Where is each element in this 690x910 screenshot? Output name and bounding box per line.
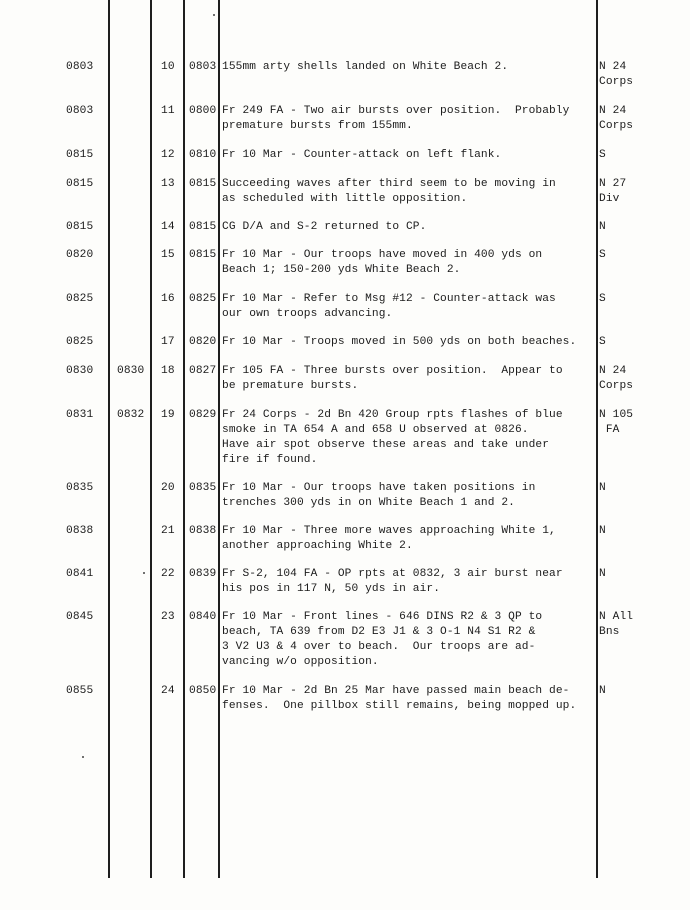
time-sent-cell: 0827 [189, 365, 217, 377]
message-text-line: another approaching White 2. [222, 540, 413, 552]
column-rule-3 [183, 0, 185, 878]
message-text-line: Fr 10 Mar - Three more waves approaching White 1, [222, 525, 556, 537]
time-in-cell: 0830 [66, 365, 94, 377]
time-in-cell: 0803 [66, 61, 94, 73]
message-number-cell: 19 [161, 409, 175, 421]
time-out-cell: 0830 [117, 365, 145, 377]
remarks-cell: Div [599, 193, 620, 205]
message-number-cell: 14 [161, 221, 175, 233]
time-sent-cell: 0815 [189, 178, 217, 190]
scan-speck [213, 14, 215, 16]
message-text-line: Succeeding waves after third seem to be moving in [222, 178, 556, 190]
time-sent-cell: 0839 [189, 568, 217, 580]
time-sent-cell: 0800 [189, 105, 217, 117]
time-in-cell: 0815 [66, 178, 94, 190]
message-text-line: fire if found. [222, 454, 318, 466]
remarks-cell: N 24 [599, 365, 627, 377]
remarks-cell: Bns [599, 626, 620, 638]
remarks-cell: FA [599, 424, 620, 436]
time-in-cell: 0855 [66, 685, 94, 697]
time-in-cell: 0841 [66, 568, 94, 580]
message-text-line: as scheduled with little opposition. [222, 193, 468, 205]
message-number-cell: 13 [161, 178, 175, 190]
remarks-cell: N [599, 221, 606, 233]
message-number-cell: 22 [161, 568, 175, 580]
message-text-line: Fr S-2, 104 FA - OP rpts at 0832, 3 air burst near [222, 568, 563, 580]
message-number-cell: 15 [161, 249, 175, 261]
remarks-cell: N 27 [599, 178, 627, 190]
remarks-cell: N 105 [599, 409, 634, 421]
scan-speck [143, 572, 145, 574]
time-sent-cell: 0829 [189, 409, 217, 421]
remarks-cell: N 24 [599, 105, 627, 117]
message-number-cell: 24 [161, 685, 175, 697]
time-in-cell: 0845 [66, 611, 94, 623]
time-in-cell: 0825 [66, 293, 94, 305]
time-sent-cell: 0815 [189, 249, 217, 261]
message-text-line: Fr 10 Mar - Our troops have moved in 400 yds on [222, 249, 543, 261]
time-in-cell: 0815 [66, 149, 94, 161]
column-rule-2 [150, 0, 152, 878]
time-in-cell: 0803 [66, 105, 94, 117]
remarks-cell: N [599, 568, 606, 580]
message-text-line: 3 V2 U3 & 4 over to beach. Our troops are ad- [222, 641, 536, 653]
message-text-line: premature bursts from 155mm. [222, 120, 413, 132]
message-text-line: Fr 10 Mar - Our troops have taken positions in [222, 482, 536, 494]
remarks-cell: S [599, 249, 606, 261]
message-text-line: CG D/A and S-2 returned to CP. [222, 221, 427, 233]
message-text-line: Fr 10 Mar - Refer to Msg #12 - Counter-attack was [222, 293, 556, 305]
message-number-cell: 18 [161, 365, 175, 377]
remarks-cell: Corps [599, 76, 634, 88]
time-sent-cell: 0815 [189, 221, 217, 233]
remarks-cell: N [599, 685, 606, 697]
message-number-cell: 20 [161, 482, 175, 494]
message-number-cell: 21 [161, 525, 175, 537]
message-text-line: fenses. One pillbox still remains, being mopped up. [222, 700, 577, 712]
time-in-cell: 0815 [66, 221, 94, 233]
remarks-cell: N [599, 482, 606, 494]
column-rule-5 [596, 0, 598, 878]
message-text-line: Have air spot observe these areas and take under [222, 439, 550, 451]
remarks-cell: S [599, 149, 606, 161]
time-in-cell: 0825 [66, 336, 94, 348]
time-in-cell: 0831 [66, 409, 94, 421]
message-number-cell: 16 [161, 293, 175, 305]
time-sent-cell: 0820 [189, 336, 217, 348]
remarks-cell: S [599, 336, 606, 348]
message-text-line: Fr 10 Mar - 2d Bn 25 Mar have passed main beach de- [222, 685, 570, 697]
message-text-line: our own troops advancing. [222, 308, 393, 320]
time-in-cell: 0820 [66, 249, 94, 261]
message-text-line: Fr 10 Mar - Counter-attack on left flank. [222, 149, 502, 161]
time-sent-cell: 0840 [189, 611, 217, 623]
message-text-line: 155mm arty shells landed on White Beach 2. [222, 61, 509, 73]
message-number-cell: 12 [161, 149, 175, 161]
time-sent-cell: 0838 [189, 525, 217, 537]
message-text-line: his pos in 117 N, 50 yds in air. [222, 583, 441, 595]
time-sent-cell: 0825 [189, 293, 217, 305]
remarks-cell: Corps [599, 120, 634, 132]
time-sent-cell: 0835 [189, 482, 217, 494]
remarks-cell: N 24 [599, 61, 627, 73]
time-sent-cell: 0803 [189, 61, 217, 73]
column-rule-1 [108, 0, 110, 878]
time-out-cell: 0832 [117, 409, 145, 421]
message-text-line: Fr 105 FA - Three bursts over position. Appear to [222, 365, 563, 377]
message-text-line: vancing w/o opposition. [222, 656, 379, 668]
message-text-line: Fr 10 Mar - Troops moved in 500 yds on both beaches. [222, 336, 577, 348]
message-number-cell: 23 [161, 611, 175, 623]
scan-speck [82, 756, 84, 758]
time-sent-cell: 0810 [189, 149, 217, 161]
remarks-cell: N [599, 525, 606, 537]
column-rule-4 [218, 0, 220, 878]
message-number-cell: 11 [161, 105, 175, 117]
message-text-line: smoke in TA 654 A and 658 U observed at 0826. [222, 424, 529, 436]
time-in-cell: 0835 [66, 482, 94, 494]
remarks-cell: S [599, 293, 606, 305]
message-text-line: beach, TA 639 from D2 E3 J1 & 3 O-1 N4 S1 R2 & [222, 626, 536, 638]
message-text-line: Beach 1; 150-200 yds White Beach 2. [222, 264, 461, 276]
remarks-cell: Corps [599, 380, 634, 392]
message-number-cell: 10 [161, 61, 175, 73]
message-text-line: Fr 24 Corps - 2d Bn 420 Group rpts flashes of blue [222, 409, 563, 421]
remarks-cell: N All [599, 611, 634, 623]
time-in-cell: 0838 [66, 525, 94, 537]
time-sent-cell: 0850 [189, 685, 217, 697]
message-text-line: Fr 249 FA - Two air bursts over position. Probably [222, 105, 570, 117]
message-text-line: Fr 10 Mar - Front lines - 646 DINS R2 & 3 QP to [222, 611, 543, 623]
message-text-line: trenches 300 yds in on White Beach 1 and 2. [222, 497, 515, 509]
message-text-line: be premature bursts. [222, 380, 359, 392]
message-number-cell: 17 [161, 336, 175, 348]
